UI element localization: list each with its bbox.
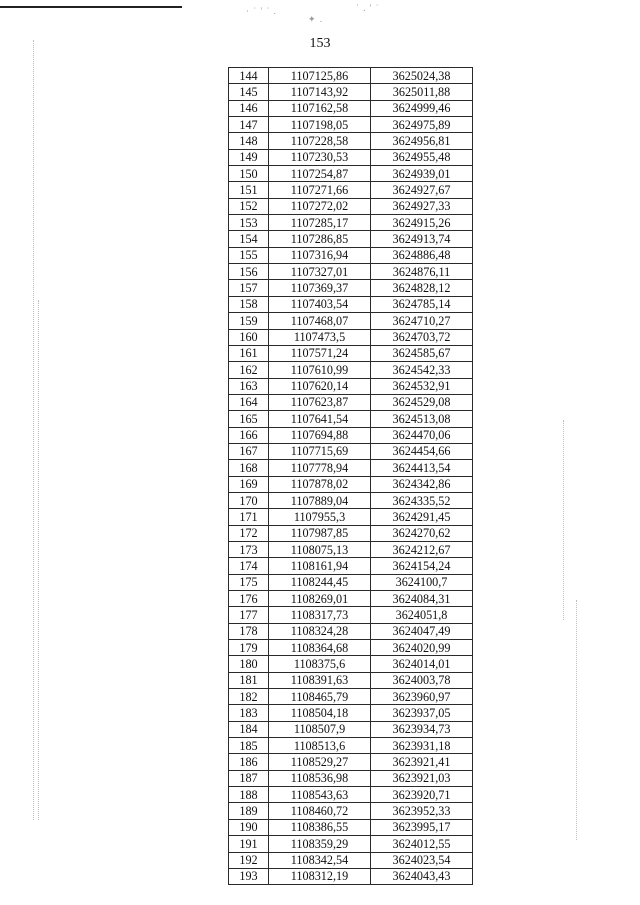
y-coordinate-cell: 3623931,18 [371, 738, 473, 754]
y-coordinate-cell: 3624886,48 [371, 247, 473, 263]
point-number-cell: 158 [229, 296, 269, 312]
point-number-cell: 168 [229, 460, 269, 476]
y-coordinate-cell: 3623921,03 [371, 770, 473, 786]
point-number-cell: 157 [229, 280, 269, 296]
table-row [229, 280, 473, 296]
x-coordinate-cell: 1107143,92 [269, 84, 371, 100]
x-coordinate-cell: 1108312,19 [269, 868, 371, 884]
table-row [229, 509, 473, 525]
x-coordinate-cell: 1107468,07 [269, 313, 371, 329]
table-row [229, 852, 473, 868]
table-row [229, 754, 473, 770]
table-row [229, 264, 473, 280]
table-row [229, 705, 473, 721]
x-coordinate-cell: 1107327,01 [269, 264, 371, 280]
x-coordinate-cell: 1107198,05 [269, 117, 371, 133]
table-row [229, 541, 473, 557]
y-coordinate-cell: 3624939,01 [371, 166, 473, 182]
table-row [229, 427, 473, 443]
point-number-cell: 153 [229, 215, 269, 231]
x-coordinate-cell: 1107254,87 [269, 166, 371, 182]
point-number-cell: 166 [229, 427, 269, 443]
point-number-cell: 151 [229, 182, 269, 198]
table-row [229, 394, 473, 410]
y-coordinate-cell: 3624342,86 [371, 476, 473, 492]
top-rule [0, 6, 182, 8]
y-coordinate-cell: 3624876,11 [371, 264, 473, 280]
x-coordinate-cell: 1108529,27 [269, 754, 371, 770]
point-number-cell: 148 [229, 133, 269, 149]
x-coordinate-cell: 1108364,68 [269, 640, 371, 656]
point-number-cell: 192 [229, 852, 269, 868]
y-coordinate-cell: 3624012,55 [371, 836, 473, 852]
point-number-cell: 175 [229, 574, 269, 590]
point-number-cell: 167 [229, 443, 269, 459]
y-coordinate-cell: 3624051,8 [371, 607, 473, 623]
point-number-cell: 180 [229, 656, 269, 672]
point-number-cell: 146 [229, 100, 269, 116]
x-coordinate-cell: 1107715,69 [269, 443, 371, 459]
y-coordinate-cell: 3624532,91 [371, 378, 473, 394]
x-coordinate-cell: 1108269,01 [269, 591, 371, 607]
table-row [229, 868, 473, 884]
point-number-cell: 185 [229, 738, 269, 754]
y-coordinate-cell: 3624020,99 [371, 640, 473, 656]
x-coordinate-cell: 1107694,88 [269, 427, 371, 443]
table-row [229, 476, 473, 492]
y-coordinate-cell: 3624529,08 [371, 394, 473, 410]
point-number-cell: 160 [229, 329, 269, 345]
table-row [229, 166, 473, 182]
x-coordinate-cell: 1107620,14 [269, 378, 371, 394]
point-number-cell: 193 [229, 868, 269, 884]
point-number-cell: 186 [229, 754, 269, 770]
x-coordinate-cell: 1107285,17 [269, 215, 371, 231]
y-coordinate-cell: 3623934,73 [371, 721, 473, 737]
x-coordinate-cell: 1107230,53 [269, 149, 371, 165]
point-number-cell: 184 [229, 721, 269, 737]
point-number-cell: 173 [229, 541, 269, 557]
x-coordinate-cell: 1108536,98 [269, 770, 371, 786]
y-coordinate-cell: 3623921,41 [371, 754, 473, 770]
point-number-cell: 159 [229, 313, 269, 329]
y-coordinate-cell: 3624014,01 [371, 656, 473, 672]
x-coordinate-cell: 1108513,6 [269, 738, 371, 754]
scan-artifact [33, 40, 34, 820]
y-coordinate-cell: 3625024,38 [371, 68, 473, 84]
table-row [229, 215, 473, 231]
y-coordinate-cell: 3624454,66 [371, 443, 473, 459]
x-coordinate-cell: 1107473,5 [269, 329, 371, 345]
x-coordinate-cell: 1107889,04 [269, 492, 371, 508]
x-coordinate-cell: 1108504,18 [269, 705, 371, 721]
point-number-cell: 179 [229, 640, 269, 656]
point-number-cell: 150 [229, 166, 269, 182]
table-row [229, 296, 473, 312]
y-coordinate-cell: 3624043,43 [371, 868, 473, 884]
y-coordinate-cell: 3624955,48 [371, 149, 473, 165]
x-coordinate-cell: 1108465,79 [269, 689, 371, 705]
x-coordinate-cell: 1107125,86 [269, 68, 371, 84]
x-coordinate-cell: 1108375,6 [269, 656, 371, 672]
page-number: 153 [309, 36, 331, 51]
point-number-cell: 182 [229, 689, 269, 705]
table-row [229, 117, 473, 133]
x-coordinate-cell: 1108324,28 [269, 623, 371, 639]
y-coordinate-cell: 3624956,81 [371, 133, 473, 149]
y-coordinate-cell: 3624913,74 [371, 231, 473, 247]
y-coordinate-cell: 3624703,72 [371, 329, 473, 345]
point-number-cell: 156 [229, 264, 269, 280]
x-coordinate-cell: 1107286,85 [269, 231, 371, 247]
point-number-cell: 174 [229, 558, 269, 574]
table-row [229, 770, 473, 786]
y-coordinate-cell: 3624542,33 [371, 362, 473, 378]
x-coordinate-cell: 1108359,29 [269, 836, 371, 852]
x-coordinate-cell: 1108460,72 [269, 803, 371, 819]
table-row [229, 591, 473, 607]
table-row [229, 149, 473, 165]
point-number-cell: 171 [229, 509, 269, 525]
x-coordinate-cell: 1108317,73 [269, 607, 371, 623]
y-coordinate-cell: 3624100,7 [371, 574, 473, 590]
y-coordinate-cell: 3623995,17 [371, 819, 473, 835]
table-row [229, 182, 473, 198]
x-coordinate-cell: 1107955,3 [269, 509, 371, 525]
table-row [229, 198, 473, 214]
table-row [229, 721, 473, 737]
point-number-cell: 188 [229, 787, 269, 803]
y-coordinate-cell: 3624828,12 [371, 280, 473, 296]
x-coordinate-cell: 1107316,94 [269, 247, 371, 263]
y-coordinate-cell: 3623960,97 [371, 689, 473, 705]
point-number-cell: 161 [229, 345, 269, 361]
point-number-cell: 189 [229, 803, 269, 819]
point-number-cell: 145 [229, 84, 269, 100]
y-coordinate-cell: 3624154,24 [371, 558, 473, 574]
x-coordinate-cell: 1107641,54 [269, 411, 371, 427]
point-number-cell: 181 [229, 672, 269, 688]
point-number-cell: 191 [229, 836, 269, 852]
table-row [229, 787, 473, 803]
y-coordinate-cell: 3624270,62 [371, 525, 473, 541]
table-row [229, 607, 473, 623]
table-row [229, 247, 473, 263]
y-coordinate-cell: 3624999,46 [371, 100, 473, 116]
y-coordinate-cell: 3624927,33 [371, 198, 473, 214]
x-coordinate-cell: 1107162,58 [269, 100, 371, 116]
table-row [229, 460, 473, 476]
scan-artifact: ˙ . ' ˙ [356, 3, 380, 13]
table-row [229, 378, 473, 394]
y-coordinate-cell: 3623952,33 [371, 803, 473, 819]
y-coordinate-cell: 3624927,67 [371, 182, 473, 198]
table-row [229, 525, 473, 541]
scan-artifact: · ˙ ' ˙ . [246, 6, 277, 16]
y-coordinate-cell: 3624291,45 [371, 509, 473, 525]
point-number-cell: 163 [229, 378, 269, 394]
table-row [229, 231, 473, 247]
table-row [229, 836, 473, 852]
scan-artifact [563, 420, 564, 620]
x-coordinate-cell: 1108386,55 [269, 819, 371, 835]
point-number-cell: 170 [229, 492, 269, 508]
x-coordinate-cell: 1107571,24 [269, 345, 371, 361]
table-row [229, 84, 473, 100]
y-coordinate-cell: 3624585,67 [371, 345, 473, 361]
table-row [229, 329, 473, 345]
table-row [229, 803, 473, 819]
y-coordinate-cell: 3624084,31 [371, 591, 473, 607]
y-coordinate-cell: 3624003,78 [371, 672, 473, 688]
y-coordinate-cell: 3624785,14 [371, 296, 473, 312]
point-number-cell: 178 [229, 623, 269, 639]
table-row [229, 672, 473, 688]
y-coordinate-cell: 3624513,08 [371, 411, 473, 427]
x-coordinate-cell: 1108391,63 [269, 672, 371, 688]
y-coordinate-cell: 3624975,89 [371, 117, 473, 133]
table-row [229, 411, 473, 427]
scan-artifact [38, 300, 39, 820]
x-coordinate-cell: 1107623,87 [269, 394, 371, 410]
point-number-cell: 147 [229, 117, 269, 133]
x-coordinate-cell: 1107272,02 [269, 198, 371, 214]
x-coordinate-cell: 1107987,85 [269, 525, 371, 541]
x-coordinate-cell: 1108075,13 [269, 541, 371, 557]
table-row [229, 574, 473, 590]
table-row [229, 443, 473, 459]
point-number-cell: 169 [229, 476, 269, 492]
point-number-cell: 172 [229, 525, 269, 541]
point-number-cell: 154 [229, 231, 269, 247]
y-coordinate-cell: 3624413,54 [371, 460, 473, 476]
point-number-cell: 176 [229, 591, 269, 607]
x-coordinate-cell: 1108543,63 [269, 787, 371, 803]
x-coordinate-cell: 1107403,54 [269, 296, 371, 312]
table-row [229, 640, 473, 656]
y-coordinate-cell: 3624470,06 [371, 427, 473, 443]
point-number-cell: 164 [229, 394, 269, 410]
point-number-cell: 187 [229, 770, 269, 786]
y-coordinate-cell: 3624710,27 [371, 313, 473, 329]
x-coordinate-cell: 1107369,37 [269, 280, 371, 296]
x-coordinate-cell: 1108161,94 [269, 558, 371, 574]
point-number-cell: 149 [229, 149, 269, 165]
x-coordinate-cell: 1108342,54 [269, 852, 371, 868]
point-number-cell: 144 [229, 68, 269, 84]
table-row [229, 313, 473, 329]
x-coordinate-cell: 1107271,66 [269, 182, 371, 198]
x-coordinate-cell: 1107610,99 [269, 362, 371, 378]
table-row [229, 492, 473, 508]
point-number-cell: 183 [229, 705, 269, 721]
table-row [229, 362, 473, 378]
scan-artifact [576, 600, 577, 840]
point-number-cell: 190 [229, 819, 269, 835]
point-number-cell: 152 [229, 198, 269, 214]
table-row [229, 100, 473, 116]
table-row [229, 656, 473, 672]
table-row [229, 68, 473, 84]
point-number-cell: 162 [229, 362, 269, 378]
table-row [229, 738, 473, 754]
y-coordinate-cell: 3623920,71 [371, 787, 473, 803]
table-row [229, 819, 473, 835]
coordinates-table-body [229, 68, 473, 885]
x-coordinate-cell: 1107878,02 [269, 476, 371, 492]
y-coordinate-cell: 3624335,52 [371, 492, 473, 508]
point-number-cell: 165 [229, 411, 269, 427]
point-number-cell: 177 [229, 607, 269, 623]
y-coordinate-cell: 3624023,54 [371, 852, 473, 868]
y-coordinate-cell: 3625011,88 [371, 84, 473, 100]
table-row [229, 345, 473, 361]
scan-artifact: ✦ . [308, 14, 324, 24]
table-row [229, 689, 473, 705]
table-row [229, 133, 473, 149]
table-row [229, 623, 473, 639]
point-number-cell: 155 [229, 247, 269, 263]
table-row [229, 558, 473, 574]
y-coordinate-cell: 3624212,67 [371, 541, 473, 557]
y-coordinate-cell: 3624047,49 [371, 623, 473, 639]
x-coordinate-cell: 1108244,45 [269, 574, 371, 590]
x-coordinate-cell: 1107778,94 [269, 460, 371, 476]
x-coordinate-cell: 1108507,9 [269, 721, 371, 737]
y-coordinate-cell: 3623937,05 [371, 705, 473, 721]
x-coordinate-cell: 1107228,58 [269, 133, 371, 149]
coordinates-table [228, 67, 473, 885]
y-coordinate-cell: 3624915,26 [371, 215, 473, 231]
